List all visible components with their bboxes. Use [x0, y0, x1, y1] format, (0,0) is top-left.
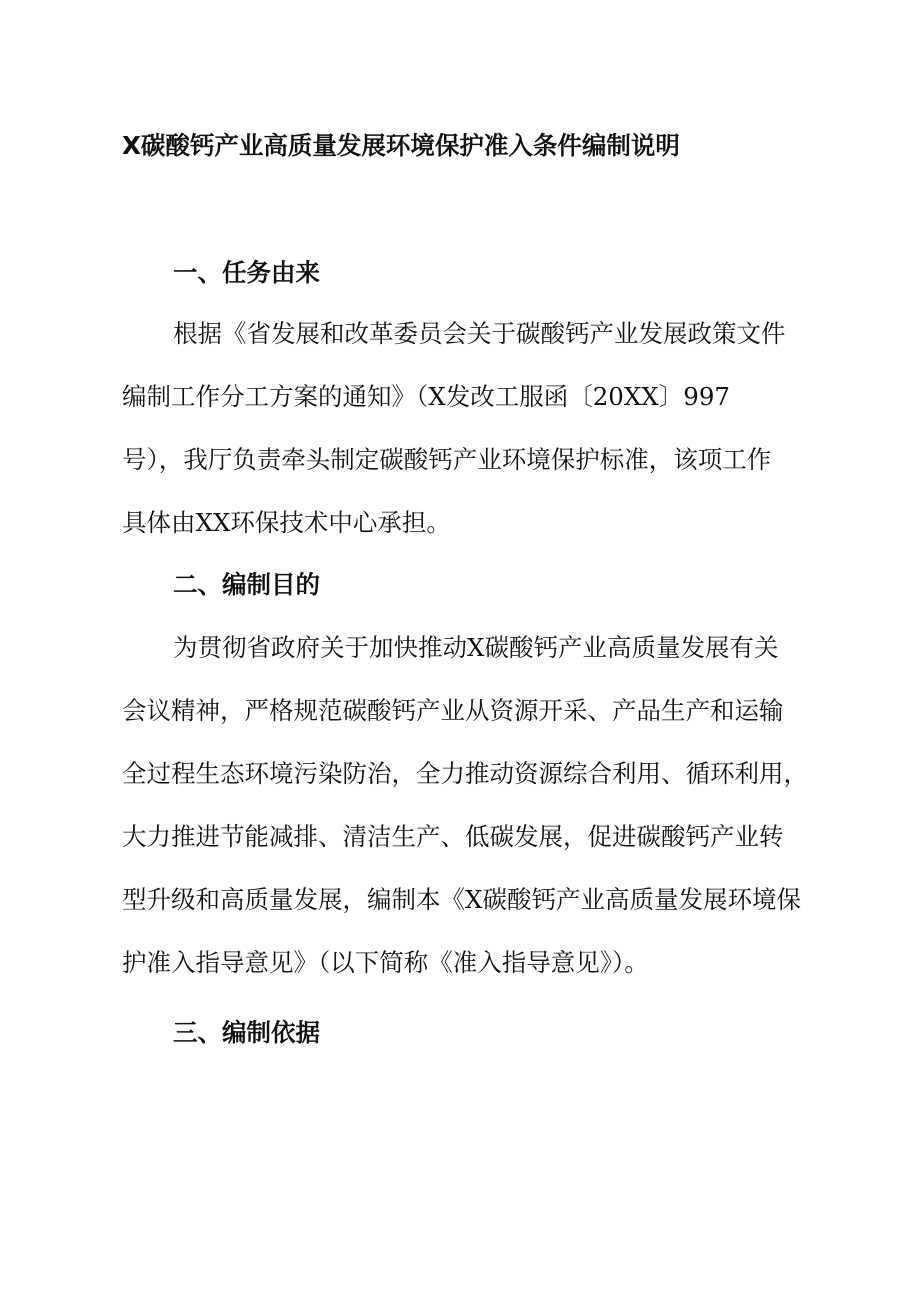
paragraph-line: 护准入指导意见》（以下简称《准入指导意见》）。 [122, 948, 649, 977]
paragraph-line: 具体由XX环保技术中心承担。 [122, 508, 451, 537]
paragraph-purpose [122, 616, 808, 994]
section-heading-purpose: 二、编制目的 [173, 570, 320, 599]
paragraph-line: 型升级和高质量发展，编制本《X碳酸钙产业高质量发展环境保 [122, 885, 801, 914]
section-heading-basis: 三、编制依据 [173, 1018, 320, 1047]
paragraph-line: 大力推进节能减排、清洁生产、低碳发展，促进碳酸钙产业转 [122, 822, 784, 851]
paragraph-line: 号），我厅负责牵头制定碳酸钙产业环境保护标准，该项工作 [122, 445, 772, 474]
paragraph-task-origin [122, 302, 802, 554]
paragraph-line: 编制工作分工方案的通知》（X发改工服函〔20XX〕997 [122, 382, 731, 411]
paragraph-line: 会议精神，严格规范碳酸钙产业从资源开采、产品生产和运输 [122, 696, 784, 725]
paragraph-line: 根据《省发展和改革委员会关于碳酸钙产业发展政策文件 [173, 319, 786, 348]
paragraph-line: 为贯彻省政府关于加快推动X碳酸钙产业高质量发展有关 [173, 633, 779, 662]
section-heading-task-origin: 一、任务由来 [173, 258, 320, 287]
paragraph-line: 全过程生态环境污染防治，全力推动资源综合利用、循环利用， [122, 759, 808, 788]
document-title: X碳酸钙产业高质量发展环境保护准入条件编制说明 [122, 131, 680, 160]
